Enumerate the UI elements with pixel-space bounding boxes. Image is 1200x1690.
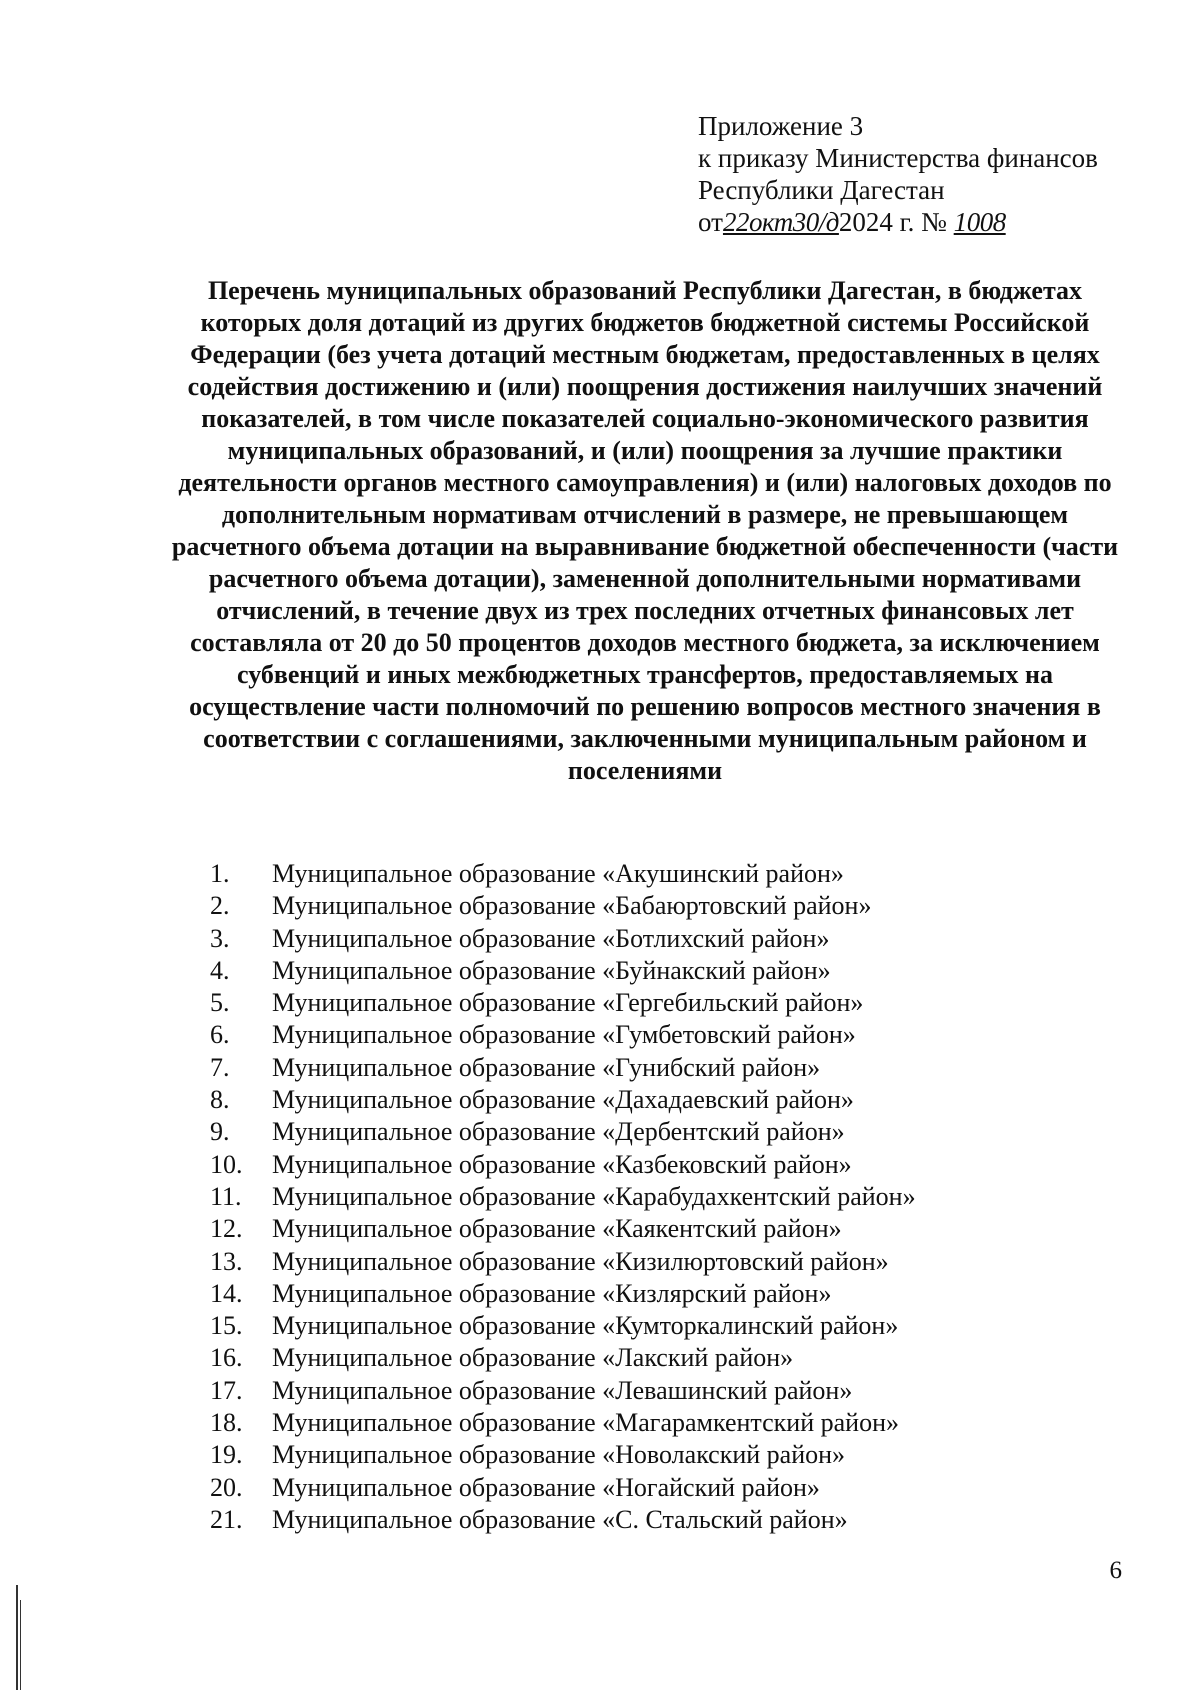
list-item-text: Муниципальное образование «Гергебильский район» (272, 988, 864, 1018)
list-item (210, 1407, 916, 1439)
list-item-text: Муниципальное образование «Казбековский район» (272, 1149, 852, 1179)
list-item (210, 955, 916, 987)
date-suffix: 2024 г. № (838, 207, 947, 237)
scan-artifact-line (20, 1600, 21, 1690)
appendix-line-2: к приказу Министерства финансов (698, 143, 1098, 173)
appendix-line-3: Республики Дагестан (698, 175, 945, 205)
list-item (210, 1019, 916, 1051)
list-item (210, 1052, 916, 1084)
list-item-text: Муниципальное образование «Новолакский район» (272, 1440, 846, 1470)
list-item-text: Муниципальное образование «Кизлярский район» (272, 1278, 832, 1308)
list-item (210, 858, 916, 890)
list-item-number: 4. (210, 955, 230, 985)
list-item (210, 1246, 916, 1278)
municipality-list (210, 858, 916, 1536)
list-item-number: 6. (210, 1020, 230, 1050)
list-item-number: 17. (210, 1375, 243, 1405)
list-item-text: Муниципальное образование «Ногайский район» (272, 1472, 820, 1502)
list-item-number: 7. (210, 1052, 230, 1082)
date-prefix: от (698, 207, 723, 237)
list-item-text: Муниципальное образование «Кумторкалинский район» (272, 1311, 899, 1341)
list-item-text: Муниципальное образование «Ботлихский район» (272, 923, 830, 953)
list-item-text: Муниципальное образование «Магарамкентский район» (272, 1408, 899, 1438)
list-item-number: 10. (210, 1149, 243, 1179)
list-item-text: Муниципальное образование «Акушинский район» (272, 859, 844, 888)
list-item-text: Муниципальное образование «Бабаюртовский район» (272, 891, 872, 921)
list-item (210, 1310, 916, 1342)
list-item-number: 2. (210, 891, 230, 921)
list-item-number: 19. (210, 1440, 243, 1470)
list-item-number: 9. (210, 1117, 230, 1147)
appendix-line-1: Приложение 3 (698, 111, 864, 141)
list-item-text: Муниципальное образование «Лакский район» (272, 1343, 794, 1373)
page-number: 6 (1109, 1557, 1122, 1584)
list-item-text: Муниципальное образование «Гунибский район» (272, 1052, 821, 1082)
list-item (210, 1278, 916, 1310)
list-item-text: Муниципальное образование «Карабудахкентский район» (272, 1181, 916, 1211)
list-item (210, 1116, 916, 1148)
document-heading: Перечень муниципальных образований Республики Дагестан, в бюджетах которых доля дотаций из других бюджетов бюджетной системы Российской Федерации (без учета дотаций местным бюджетам, предоставленных в целях содействия достижению и (или) поощрения достижения наилучших значений показателей, в том числе показателей социально-экономического развития муниципальных образований, и (или) поощрения за лучшие практики деятельности органов местного самоуправления) и (или) налоговых доходов по дополнительным нормативам отчислений в размере, не превышающем расчетного объема дотации на выравнивание бюджетной обеспеченности (части расчетного объема дотации), замененной дополнительными нормативами отчислений, в течение двух из трех последних отчетных финансовых лет составляла от 20 до 50 процентов доходов местного бюджета, за исключением субвенций и иных межбюджетных трансфертов, предоставляемых на осуществление части полномочий по решению вопросов местного значения в соответствии с соглашениями, заключенными муниципальным районом и поселениями (171, 276, 1119, 785)
list-item (210, 923, 916, 955)
list-item (210, 1472, 916, 1504)
list-item (210, 987, 916, 1019)
list-item (210, 1439, 916, 1471)
list-item-number: 21. (210, 1504, 243, 1534)
handwritten-date: 22окт30/д (722, 207, 839, 237)
list-item-number: 1. (210, 859, 230, 888)
list-item-number: 3. (210, 923, 230, 953)
appendix-date-line (698, 206, 1098, 238)
list-item-number: 8. (210, 1085, 230, 1115)
scan-artifact-line (16, 1585, 18, 1690)
list-item-number: 18. (210, 1408, 243, 1438)
list-item-number: 13. (210, 1246, 243, 1276)
list-item-text: Муниципальное образование «Левашинский район» (272, 1375, 853, 1405)
list-item (210, 1181, 916, 1213)
list-item-text: Муниципальное образование «Дербентский район» (272, 1117, 845, 1147)
list-item (210, 1084, 916, 1116)
list-item-number: 20. (210, 1472, 243, 1502)
list-item (210, 1213, 916, 1245)
appendix-header (698, 110, 1098, 238)
list-item (210, 890, 916, 922)
list-item-text: Муниципальное образование «Дахадаевский район» (272, 1085, 854, 1115)
list-item-number: 14. (210, 1278, 243, 1308)
handwritten-order-number: 1008 (953, 207, 1006, 237)
list-item (210, 1375, 916, 1407)
list-item (210, 1342, 916, 1374)
list-item-number: 11. (210, 1181, 242, 1211)
list-item-text: Муниципальное образование «Кизилюртовский район» (272, 1246, 889, 1276)
list-item-number: 12. (210, 1214, 243, 1244)
list-item-text: Муниципальное образование «Гумбетовский район» (272, 1020, 856, 1050)
list-item-text: Муниципальное образование «С. Стальский район» (272, 1504, 848, 1534)
list-item-number: 15. (210, 1311, 243, 1341)
list-item-number: 5. (210, 988, 230, 1018)
list-item (210, 1504, 916, 1536)
list-item-number: 16. (210, 1343, 243, 1373)
list-item-text: Муниципальное образование «Буйнакский район» (272, 955, 831, 985)
list-item-text: Муниципальное образование «Каякентский район» (272, 1214, 842, 1244)
list-item (210, 1149, 916, 1181)
